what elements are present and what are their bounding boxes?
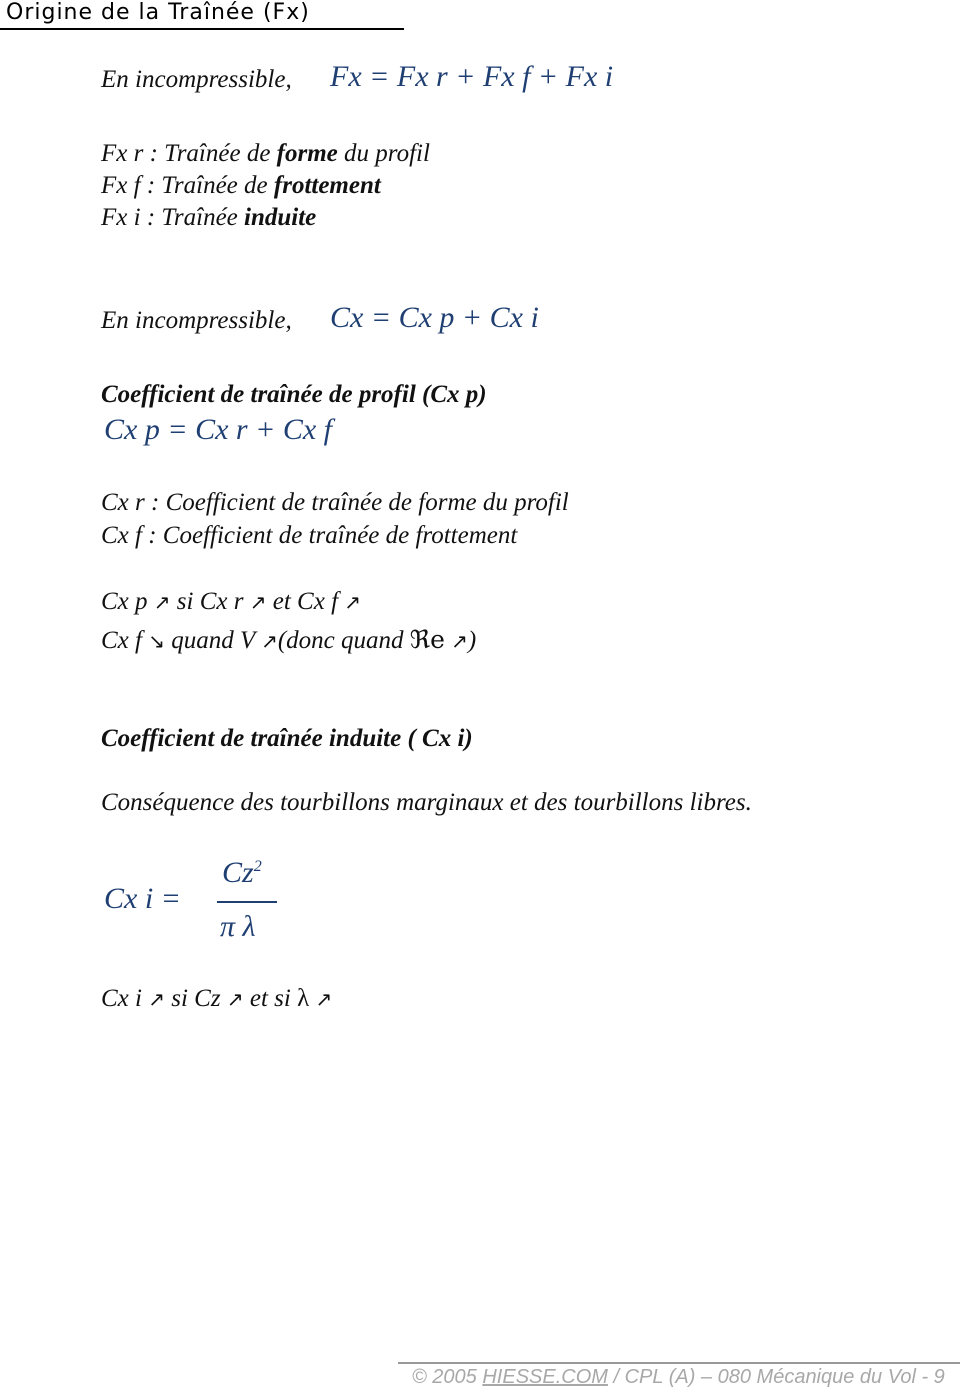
exponent: 2 xyxy=(253,858,262,875)
relation-cxi xyxy=(101,985,332,1013)
lambda-symbol: λ xyxy=(297,985,310,1012)
arrow-down-right-icon: ↘ xyxy=(148,629,165,653)
fraction-bar xyxy=(217,901,277,903)
def-cx-r: Cx r : Coefficient de traînée de forme du profil xyxy=(101,489,569,516)
arrow-up-right-icon: ↗ xyxy=(344,590,362,614)
def-bold: induite xyxy=(244,204,317,231)
arrow-up-right-icon: ↗ xyxy=(315,987,333,1011)
arrow-up-right-icon: ↗ xyxy=(249,590,267,614)
def-bold: forme xyxy=(276,140,338,167)
incompressible-label-1: En incompressible, xyxy=(101,66,292,93)
rel-term: ) xyxy=(467,627,477,654)
footer-copyright: © 2005 xyxy=(412,1366,477,1388)
cx-equation: Cx = Cx p + Cx i xyxy=(330,301,539,334)
induite-heading: Coefficient de traînée induite ( Cx i) xyxy=(101,725,473,752)
numerator-text: Cz xyxy=(222,856,254,889)
induite-text: Conséquence des tourbillons marginaux et des tourbillons libres. xyxy=(101,789,752,816)
def-lead: Fx f : Traînée de xyxy=(101,172,274,199)
arrow-up-right-icon: ↗ xyxy=(153,590,171,614)
rel-term: (donc quand xyxy=(277,627,404,654)
def-fx-i xyxy=(101,204,316,232)
arrow-up-right-icon: ↗ xyxy=(451,629,468,653)
rel-term: et Cx f xyxy=(272,588,339,615)
arrow-up-right-icon: ↗ xyxy=(148,987,165,1011)
relation-cxp xyxy=(101,588,361,616)
rel-term: et si xyxy=(249,985,291,1012)
cxp-equation: Cx p = Cx r + Cx f xyxy=(104,413,332,446)
footer-site-link[interactable]: HIESSE.COM xyxy=(482,1366,608,1388)
arrow-up-right-icon: ↗ xyxy=(261,629,278,653)
header-rule xyxy=(0,28,404,30)
reynolds-symbol: ℜe xyxy=(409,625,445,654)
cxi-lhs: Cx i = xyxy=(104,882,181,915)
rel-term: Cx i xyxy=(101,985,142,1012)
rel-term: Cx p xyxy=(101,588,148,615)
footer xyxy=(412,1366,945,1389)
rel-term: si Cz xyxy=(171,985,221,1012)
def-cx-f: Cx f : Coefficient de traînée de frottement xyxy=(101,522,518,549)
arrow-up-right-icon: ↗ xyxy=(226,987,244,1011)
rel-term: quand V xyxy=(171,627,255,654)
fraction-numerator xyxy=(222,856,262,890)
fx-equation: Fx = Fx r + Fx f + Fx i xyxy=(330,60,614,93)
rel-term: si Cx r xyxy=(176,588,244,615)
rel-term: Cx f xyxy=(101,627,142,654)
def-lead: Fx r : Traînée de xyxy=(101,140,277,167)
footer-course-info: / CPL (A) – 080 Mécanique du Vol - 9 xyxy=(607,1366,945,1388)
def-tail: du profil xyxy=(337,140,430,167)
profil-heading: Coefficient de traînée de profil (Cx p) xyxy=(101,381,487,408)
def-fx-f xyxy=(101,172,381,200)
incompressible-label-2: En incompressible, xyxy=(101,307,292,334)
fraction-denominator: π λ xyxy=(220,910,256,943)
page-header-title: Origine de la Traînée (Fx) xyxy=(6,0,310,25)
def-bold: frottement xyxy=(273,172,381,199)
def-fx-r xyxy=(101,140,430,168)
footer-rule xyxy=(398,1362,960,1364)
def-lead: Fx i : Traînée xyxy=(101,204,245,231)
relation-cxf xyxy=(101,625,476,655)
